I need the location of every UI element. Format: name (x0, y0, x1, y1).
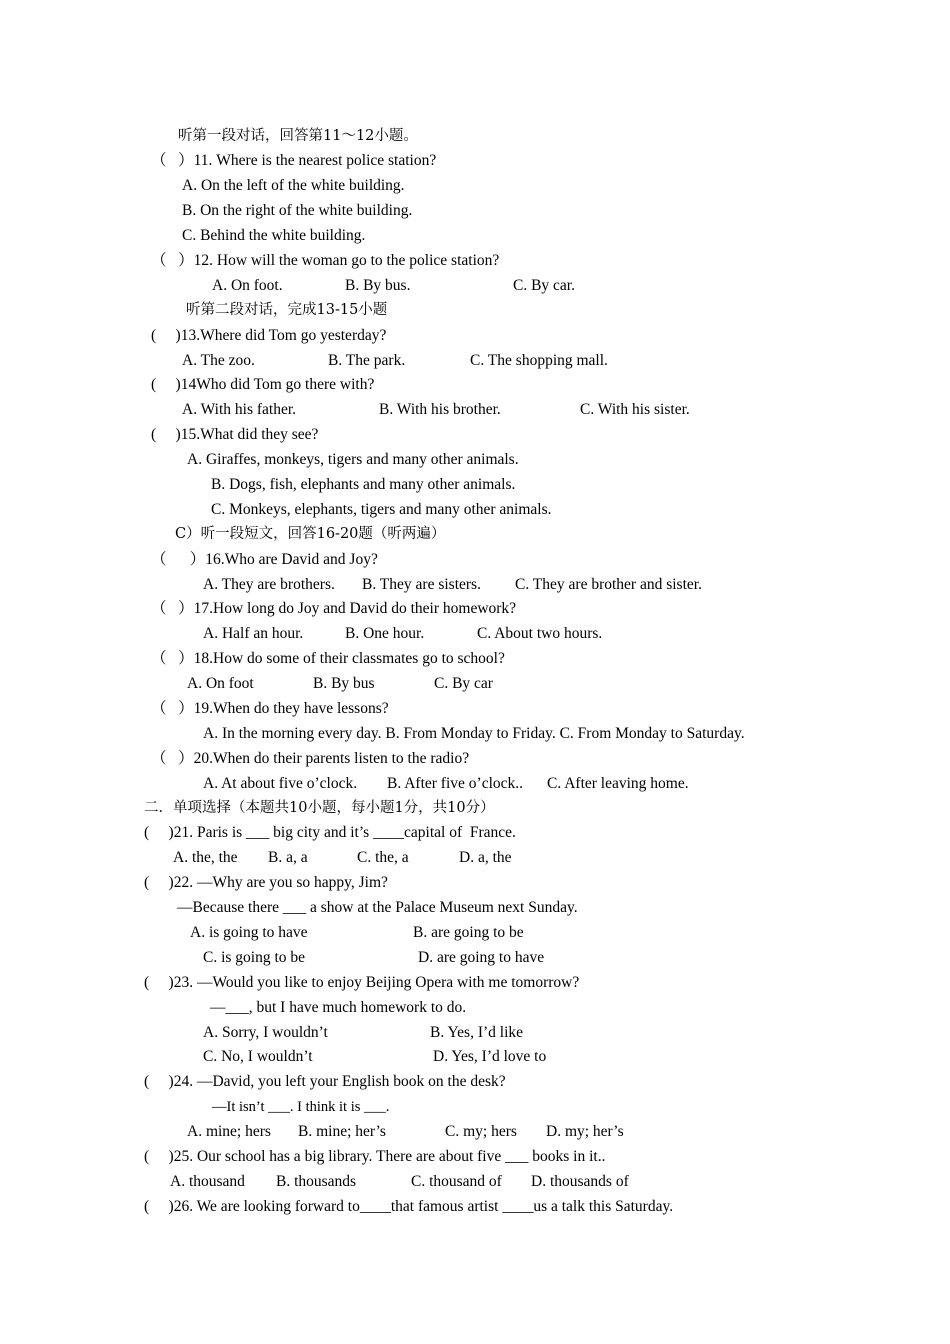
q18-option-b: B. By bus (313, 675, 375, 692)
q19-options: A. In the morning every day. B. From Monday to Friday. C. From Monday to Saturday. (203, 725, 745, 742)
q21-option-b: B. a, a (268, 849, 308, 866)
q15-option-a: A. Giraffes, monkeys, tigers and many other animals. (187, 451, 519, 468)
question-21: ( )21. Paris is ___ big city and it’s ____capital of France. (144, 824, 516, 841)
q20-option-b: B. After five o’clock.. (387, 775, 524, 792)
q23-option-c: C. No, I wouldn’t (203, 1048, 313, 1065)
question-19: （ ）19.When do they have lessons? (151, 700, 389, 717)
question-14: ( )14Who did Tom go there with? (151, 376, 375, 393)
q13-option-b: B. The park. (328, 352, 406, 369)
q22-option-c: C. is going to be (203, 949, 306, 966)
question-18: （ ）18.How do some of their classmates go to school? (151, 650, 505, 667)
question-23: ( )23. —Would you like to enjoy Beijing Opera with me tomorrow? (144, 974, 580, 991)
q25-option-a: A. thousand (170, 1173, 245, 1190)
q16-option-c: C. They are brother and sister. (515, 576, 702, 593)
question-15: ( )15.What did they see? (151, 426, 319, 443)
q11-option-a: A. On the left of the white building. (182, 177, 405, 194)
q22-option-a: A. is going to have (190, 924, 308, 941)
question-25: ( )25. Our school has a big library. There are about five ___ books in it.. (144, 1148, 606, 1165)
q21-option-a: A. the, the (173, 849, 238, 866)
q23-option-a: A. Sorry, I wouldn’t (203, 1024, 328, 1041)
q14-option-a: A. With his father. (182, 401, 297, 418)
q12-option-b: B. By bus. (345, 277, 411, 294)
q24-option-d: D. my; her’s (546, 1123, 624, 1140)
section-heading-multiple-choice: 二．单项选择（本题共10小题，每小题1分，共10分） (144, 800, 495, 816)
q23-option-b: B. Yes, I’d like (430, 1024, 524, 1041)
q22-reply: —Because there ___ a show at the Palace Museum next Sunday. (177, 899, 578, 916)
q24-option-c: C. my; hers (445, 1123, 517, 1140)
q13-option-c: C. The shopping mall. (470, 352, 608, 369)
question-20: （ ）20.When do their parents listen to the radio? (151, 750, 470, 767)
question-26: ( )26. We are looking forward to____that famous artist ____us a talk this Saturday. (144, 1198, 674, 1215)
q20-option-a: A. At about five o’clock. (203, 775, 358, 792)
question-13: ( )13.Where did Tom go yesterday? (151, 327, 387, 344)
q21-option-d: D. a, the (459, 849, 512, 866)
q18-option-c: C. By car (434, 675, 493, 692)
q25-option-c: C. thousand of (411, 1173, 502, 1190)
q11-option-b: B. On the right of the white building. (182, 202, 413, 219)
section-heading-passage: C）听一段短文，回答16-20题（听两遍） (175, 526, 446, 542)
section-heading-dialogue-1: 听第一段对话，回答第11～12小题。 (178, 128, 418, 144)
q23-reply: —___, but I have much homework to do. (210, 999, 467, 1016)
q24-option-b: B. mine; her’s (298, 1123, 386, 1140)
question-11: （ ）11. Where is the nearest police station? (151, 152, 437, 169)
question-16: （ ）16.Who are David and Joy? (151, 551, 378, 568)
q20-option-c: C. After leaving home. (547, 775, 689, 792)
question-24: ( )24. —David, you left your English book on the desk? (144, 1073, 506, 1090)
q22-option-b: B. are going to be (413, 924, 524, 941)
question-17: （ ）17.How long do Joy and David do their homework? (151, 600, 517, 617)
q17-option-a: A. Half an hour. (203, 625, 304, 642)
q24-reply: —It isn’t ___. I think it is ___. (212, 1099, 390, 1115)
q24-option-a: A. mine; hers (187, 1123, 271, 1140)
section-heading-dialogue-2: 听第二段对话，完成13-15小题 (186, 302, 388, 318)
q11-option-c: C. Behind the white building. (182, 227, 366, 244)
q25-option-b: B. thousands (276, 1173, 357, 1190)
q16-option-b: B. They are sisters. (362, 576, 481, 593)
q16-option-a: A. They are brothers. (203, 576, 335, 593)
q23-option-d: D. Yes, I’d love to (433, 1048, 547, 1065)
q13-option-a: A. The zoo. (182, 352, 255, 369)
q21-option-c: C. the, a (357, 849, 409, 866)
q15-option-b: B. Dogs, fish, elephants and many other animals. (211, 476, 516, 493)
question-22: ( )22. —Why are you so happy, Jim? (144, 874, 388, 891)
q22-option-d: D. are going to have (418, 949, 545, 966)
q12-option-a: A. On foot. (212, 277, 283, 294)
q18-option-a: A. On foot (187, 675, 254, 692)
q12-option-c: C. By car. (513, 277, 575, 294)
q25-option-d: D. thousands of (531, 1173, 629, 1190)
q14-option-c: C. With his sister. (580, 401, 690, 418)
question-12: （ ）12. How will the woman go to the police station? (151, 252, 500, 269)
q14-option-b: B. With his brother. (379, 401, 501, 418)
q17-option-c: C. About two hours. (477, 625, 603, 642)
q15-option-c: C. Monkeys, elephants, tigers and many other animals. (211, 501, 552, 518)
q17-option-b: B. One hour. (345, 625, 425, 642)
